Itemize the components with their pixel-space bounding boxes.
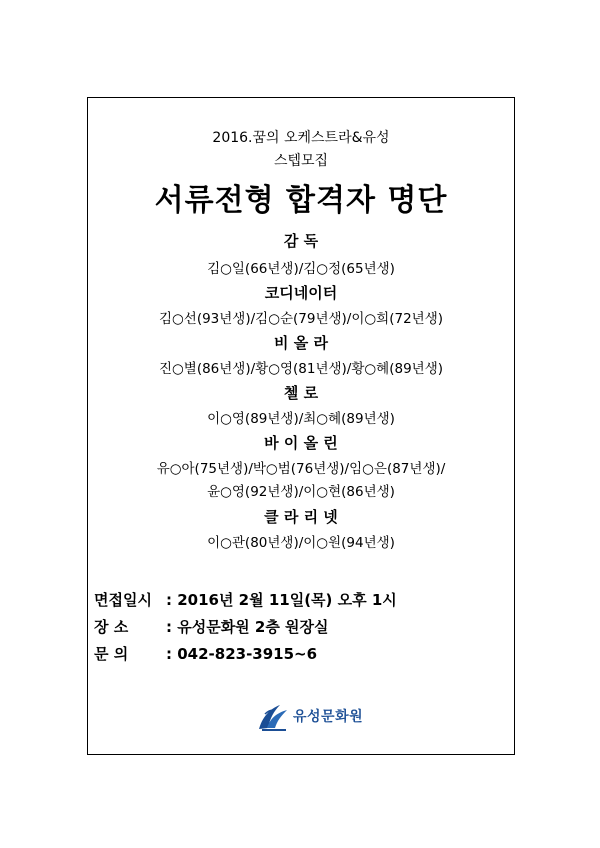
- section-heading-viola: 비 올 라: [274, 334, 328, 352]
- names-violin-line-2: 윤○영(92년생)/이○현(86년생): [207, 484, 395, 500]
- page-title: 서류전형 합격자 명단: [154, 183, 448, 218]
- place-info: [94, 616, 329, 637]
- logo-mark-icon: [256, 700, 290, 732]
- interview-value: : 2016년 2월 11일(목) 오후 1시: [166, 591, 397, 609]
- names-clarinet: 이○관(80년생)/이○원(94년생): [207, 535, 395, 551]
- names-viola: 진○별(86년생)/황○영(81년생)/황○혜(89년생): [158, 361, 444, 377]
- section-heading-violin: 바 이 올 린: [264, 434, 338, 452]
- interview-info: [94, 589, 397, 610]
- contact-info: [94, 643, 317, 664]
- contact-value: : 042-823-3915~6: [166, 645, 318, 663]
- section-heading-coordinator: 코디네이터: [264, 284, 338, 302]
- place-label: 장 소: [94, 618, 129, 636]
- section-heading-director: 감 독: [283, 232, 319, 250]
- contact-label: 문 의: [94, 645, 129, 663]
- section-heading-cello: 첼 로: [283, 384, 319, 402]
- interview-label: 면접일시: [94, 591, 152, 609]
- names-cello: 이○영(89년생)/최○혜(89년생): [207, 411, 395, 427]
- notice-frame: [87, 97, 515, 755]
- header-line-2: 스텝모집: [273, 153, 329, 169]
- yuseong-cultural-center-logo: [256, 698, 363, 734]
- logo-text: 유성문화원: [293, 709, 364, 725]
- section-heading-clarinet: 클 라 리 넷: [264, 508, 338, 526]
- names-coordinator: 김○선(93년생)/김○순(79년생)/이○희(72년생): [158, 311, 444, 327]
- names-violin-line-1: 유○아(75년생)/박○범(76년생)/임○은(87년생)/: [156, 461, 446, 477]
- names-director: 김○일(66년생)/김○정(65년생): [207, 261, 395, 277]
- place-value: : 유성문화원 2층 원장실: [166, 618, 329, 636]
- header-line-1: 2016.꿈의 오케스트라&유성: [212, 130, 390, 146]
